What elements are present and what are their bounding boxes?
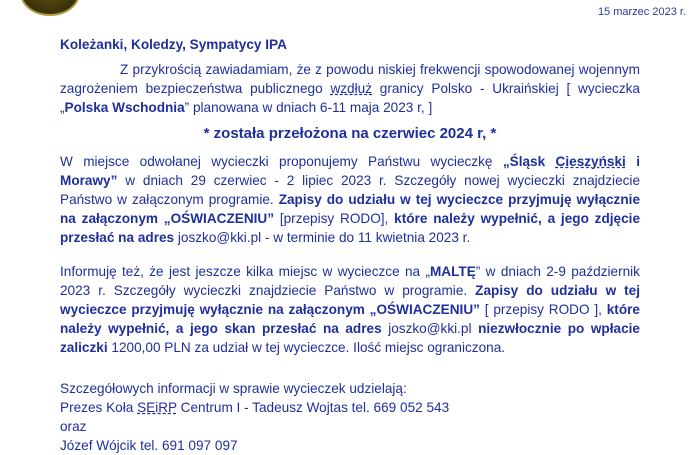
postponed-notice: * została przełożona na czerwiec 2024 r, * bbox=[203, 125, 497, 142]
text: Centrum I - Tadeusz Wojtas tel. 669 052 543 bbox=[176, 400, 450, 415]
trip-name: „Śląsk bbox=[502, 154, 556, 169]
text: W miejsce odwołanej wycieczki proponujemy Państwu wycieczkę bbox=[60, 154, 503, 169]
contact-line: Józef Wójcik tel. 691 097 097 bbox=[60, 438, 238, 453]
paragraph-new-trip bbox=[60, 152, 640, 247]
contact-block bbox=[60, 379, 640, 455]
letter-date: 15 marzec 2023 r. bbox=[597, 6, 686, 18]
text: w dniach 29 czerwiec - 2 lipiec 2023 r. Szczegóły nowej wycieczki znajdziecie Państwo w załączonym programie. bbox=[60, 173, 640, 207]
text: [przepisy RODO], bbox=[274, 211, 395, 226]
contact-oraz: oraz bbox=[60, 419, 87, 434]
text: ” planowana w dniach 6-11 maja 2023 r, ] bbox=[184, 100, 433, 115]
text: granicy Polsko - Ukraińskiej [ wycieczka „ bbox=[60, 81, 640, 115]
trip-name: MALTĘ bbox=[429, 264, 476, 279]
payment-rule: niezwłocznie po wpłacie zaliczki bbox=[60, 321, 640, 355]
contact-line bbox=[60, 398, 640, 417]
paragraph-cancellation bbox=[60, 60, 640, 117]
trip-name: i Morawy” bbox=[60, 154, 640, 188]
ipa-logo bbox=[20, 0, 80, 16]
email-text: joszko@kki.pl bbox=[381, 321, 479, 336]
text: 1200,00 PLN za udział w tej wycieczce. Ilość miejsc ograniczona. bbox=[107, 340, 506, 355]
signup-rule: Zapisy do udziału w tej wycieczce przyjmuję wyłącznie na załączonym „OŚWIACZENIU” bbox=[60, 192, 640, 226]
trip-name: Cieszyński bbox=[555, 154, 626, 169]
text: Prezes Koła bbox=[60, 400, 138, 415]
signup-rule: Zapisy do udziału w tej wycieczce przyjmuję wyłącznie na załączonym „OŚWIACZENIU” bbox=[60, 283, 640, 317]
text: Z przykrością zawiadamiam, że z powodu niskiej frekwencji spowodowanej wojennym zagrożeniem bezpieczeństwa publicznego bbox=[60, 62, 640, 96]
paragraph-malta bbox=[60, 262, 640, 357]
text: [ przepisy RODO ], bbox=[479, 302, 607, 317]
greeting: Koleżanki, Koledzy, Sympatycy IPA bbox=[60, 37, 287, 52]
text: wzdłuż bbox=[330, 81, 372, 96]
signup-rule: które należy wypełnić, a jego skan przesłać na adres bbox=[60, 302, 640, 336]
email-text: joszko@kki.pl - w terminie do 11 kwietnia 2023 r. bbox=[174, 230, 471, 245]
text: SEiRP bbox=[137, 400, 177, 415]
trip-name: Polska Wschodnia bbox=[64, 100, 185, 115]
contact-intro: Szczegółowych informacji w sprawie wycieczek udzielają: bbox=[60, 381, 407, 396]
text: ” w dniach 2-9 październik 2023 r. Szczegóły wycieczki znajdziecie Państwo w programie. bbox=[60, 264, 640, 298]
text: Informuję też, że jest jeszcze kilka miejsc w wycieczce na „ bbox=[60, 264, 430, 279]
signup-rule: które należy wypełnić, a jego zdjęcie przesłać na adres bbox=[60, 211, 641, 245]
